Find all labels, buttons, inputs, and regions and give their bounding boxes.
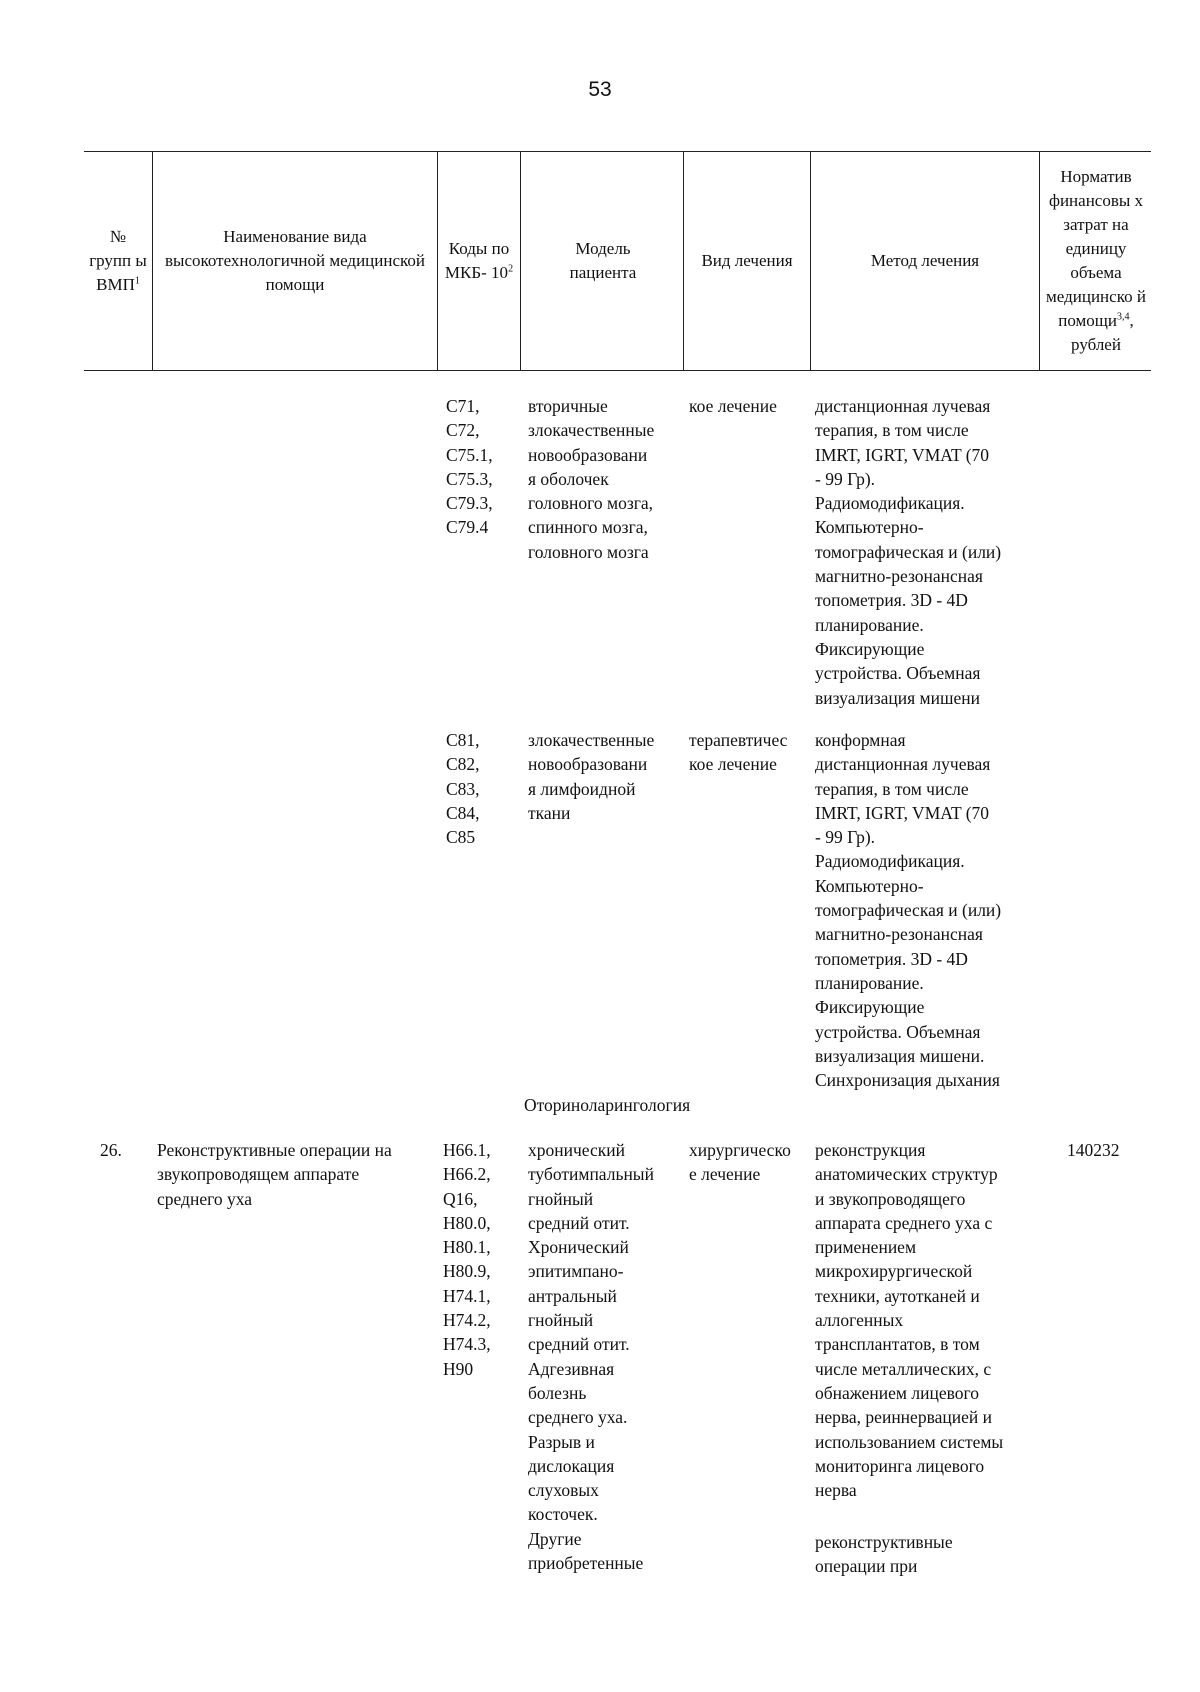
- header-norm: [1043, 151, 1149, 370]
- codes-cell: H66.1, H66.2, Q16, H80.0, H80.1, H80.9, H74.1, H74.2, H74.3, H90: [443, 1140, 491, 1379]
- kind-cell: хирургическо е лечение: [689, 1140, 791, 1185]
- header-model: [528, 151, 678, 370]
- header-group-number: [88, 151, 148, 370]
- footnote-mark: 1: [134, 274, 140, 286]
- column-divider: [520, 151, 521, 370]
- page-number: 53: [588, 78, 612, 101]
- header-norm-tail: , рублей: [1071, 310, 1134, 354]
- header-kind-text: Вид лечения: [701, 250, 793, 270]
- model-cell: вторичные злокачественные новообразовани я оболочек головного мозга, спинного мозга, головного мозга: [528, 396, 655, 562]
- header-codes-text: Коды по МКБ- 10: [444, 238, 510, 282]
- column-divider: [1039, 151, 1040, 370]
- header-method-text: Метод лечения: [870, 250, 980, 270]
- footnote-mark: 2: [508, 262, 514, 274]
- header-method: [815, 151, 1035, 370]
- kind-cell: терапевтичес кое лечение: [689, 730, 788, 775]
- table-header-bottom-rule: [84, 370, 1151, 371]
- column-divider: [437, 151, 438, 370]
- method-cell-continued: реконструктивные операции при: [815, 1532, 953, 1577]
- method-cell: конформная дистанционная лучевая терапия, в том числе IMRT, IGRT, VMAT (70 - 99 Гр). Радиомодификация. Компьютерно- томографическая и (или) магнитно-резонансная топометрия. 3D - 4D планирование. Фиксирующие устройства. Объемная визуализация мишени. Синхронизация дыхания: [815, 730, 1002, 1091]
- column-divider: [810, 151, 811, 370]
- model-cell: хронический туботимпальный гнойный средний отит. Хронический эпитимпано- антральный гнойный средний отит. Адгезивная болезнь среднего уха. Разрыв и дислокация слуховых косточек. Другие приобретенные: [528, 1140, 654, 1574]
- codes-cell: C81, C82, C83, C84, C85: [446, 730, 480, 848]
- footnote-mark: 3,4: [1116, 310, 1130, 322]
- column-divider: [152, 151, 153, 370]
- header-kind: [686, 151, 808, 370]
- header-codes: [440, 151, 518, 370]
- column-divider: [683, 151, 684, 370]
- method-cell: реконструкция анатомических структур и звукопроводящего аппарата среднего уха с применением микрохирургической техники, аутотканей и аллогенных трансплантатов, в том числе металлических, с обнажением лицевого нерва, реиннервацией и использованием системы мониторинга лицевого нерва: [815, 1140, 1004, 1501]
- method-cell: дистанционная лучевая терапия, в том числе IMRT, IGRT, VMAT (70 - 99 Гр). Радиомодификация. Компьютерно- томографическая и (или) магнитно-резонансная топометрия. 3D - 4D планирование. Фиксирующие устройства. Объемная визуализация мишени: [815, 396, 1002, 708]
- header-norm-text: Норматив финансовы х затрат на единицу объема медицинско й помощи: [1046, 166, 1146, 330]
- group-number-cell: 26.: [100, 1140, 122, 1160]
- section-title: Оториноларингология: [524, 1095, 691, 1115]
- norm-cell: 140232: [1067, 1140, 1120, 1160]
- name-cell: Реконструктивные операции на звукопроводящем аппарате среднего уха: [157, 1140, 392, 1209]
- header-name-text: Наименование вида высокотехнологичной медицинской помощи: [165, 226, 425, 294]
- header-model-text: Модель пациента: [569, 238, 637, 282]
- header-group-number-text: № групп ы ВМП: [89, 226, 147, 294]
- model-cell: злокачественные новообразовани я лимфоидной ткани: [528, 730, 655, 823]
- codes-cell: C71, C72, C75.1, C75.3, C79.3, C79.4: [446, 396, 493, 538]
- kind-cell: кое лечение: [689, 396, 777, 416]
- header-name: [160, 151, 430, 370]
